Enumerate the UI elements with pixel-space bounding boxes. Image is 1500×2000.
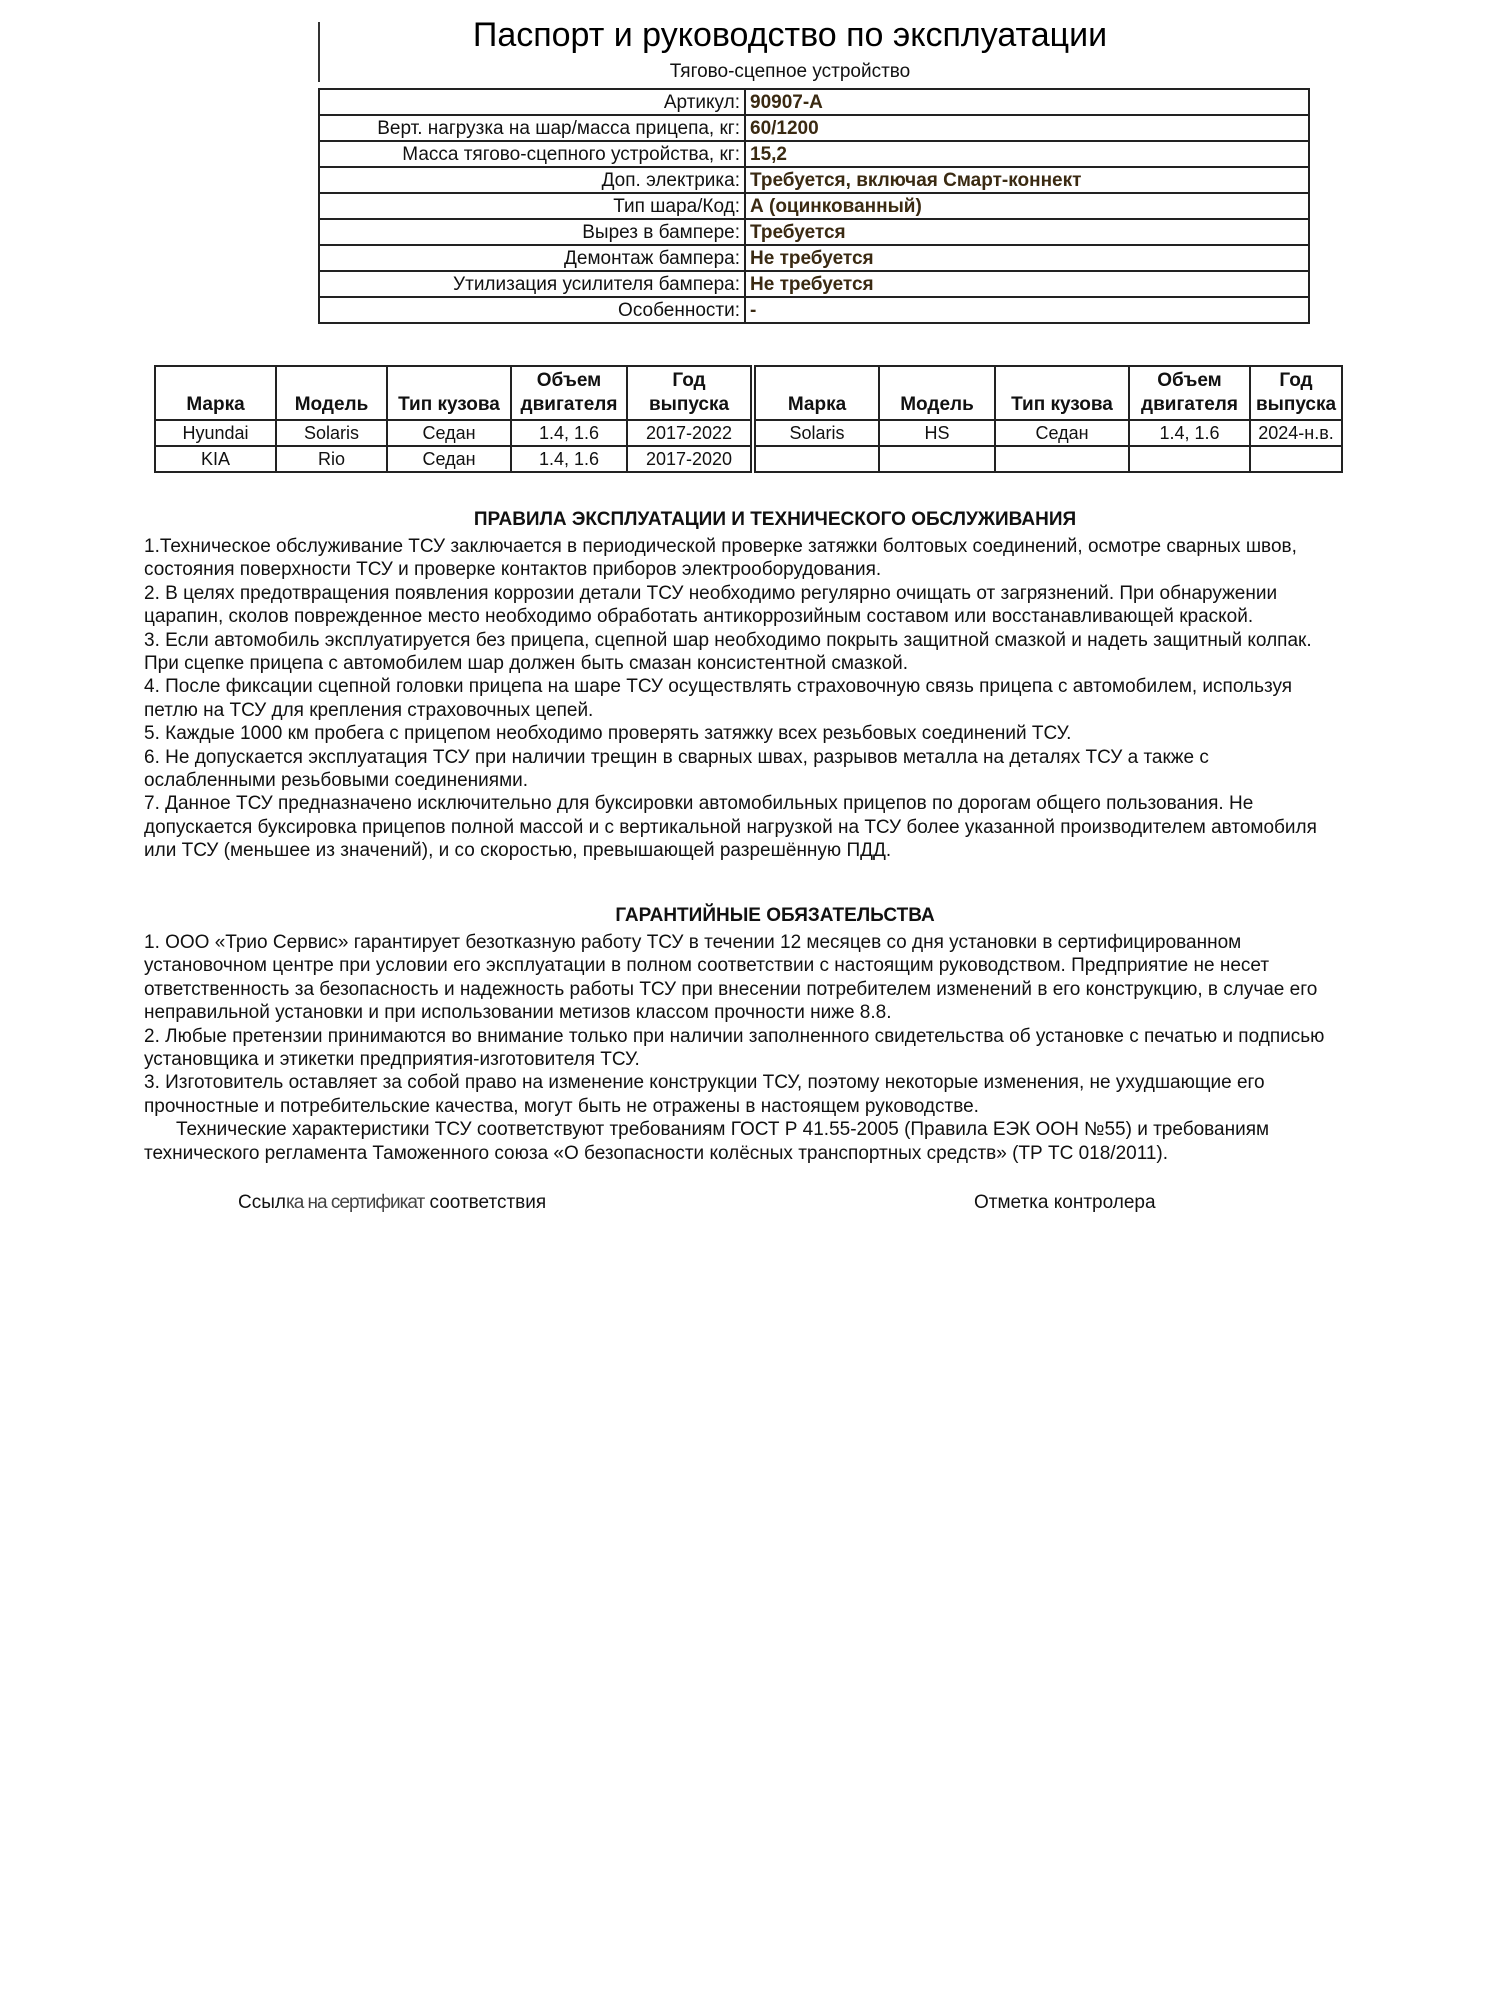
table-row (155, 446, 751, 472)
table-cell: Hyundai (155, 420, 276, 446)
spec-row (319, 297, 1309, 323)
spec-table (318, 88, 1310, 324)
spec-key: Тип шара/Код: (319, 193, 745, 219)
spec-value: - (745, 297, 1309, 323)
footer-left-tail: соответствия (424, 1192, 547, 1213)
rules-item: 7. Данное ТСУ предназначено исключительно для буксировки автомобильных прицепов по дорогам общего пользования. Не допускается буксировка прицепов полной массой и с вертикальной нагрузкой на ТСУ более указанной производителем автомобиля или ТСУ (меньшее из значений), и со скоростью, превышающей разрешённую ПДД. (144, 793, 1317, 862)
table-cell: HS (879, 420, 995, 446)
table-cell: 1.4, 1.6 (1129, 420, 1250, 446)
table-cell: KIA (155, 446, 276, 472)
table-cell (995, 446, 1129, 472)
column-header: Тип кузова (387, 366, 511, 420)
vehicles-table-left (154, 365, 752, 473)
column-header: Объем двигателя (511, 366, 627, 420)
table-cell: Седан (387, 420, 511, 446)
spec-key: Вырез в бампере: (319, 219, 745, 245)
rules-item: 5. Каждые 1000 км пробега с прицепом необходимо проверять затяжку всех резьбовых соединений ТСУ. (144, 723, 1072, 745)
table-cell: Седан (995, 420, 1129, 446)
table-cell (1129, 446, 1250, 472)
column-header: Марка (155, 366, 276, 420)
rules-heading: ПРАВИЛА ЭКСПЛУАТАЦИИ И ТЕХНИЧЕСКОГО ОБСЛУЖИВАНИЯ (473, 509, 1077, 530)
table-header-row (155, 366, 751, 420)
table-cell: Rio (276, 446, 387, 472)
table-row (755, 446, 1342, 472)
rules-item: 1.Техническое обслуживание ТСУ заключается в периодической проверке затяжки болтовых соединений, осмотре сварных швов, состояния поверхности ТСУ и проверке контактов приборов электрооборудования. (144, 536, 1297, 581)
spec-value: 15,2 (745, 141, 1309, 167)
spec-value: А (оцинкованный) (745, 193, 1309, 219)
column-header: Марка (755, 366, 879, 420)
column-header: Объем двигателя (1129, 366, 1250, 420)
warranty-item: 1. ООО «Трио Сервис» гарантирует безотказную работу ТСУ в течении 12 месяцев со дня установки в сертифицированном установочном центре при условии его эксплуатации в полном соответствии с настоящим руководством. Предприятие не несет ответственность за безопасность и надежность работы ТСУ при внесении потребителем изменений в его конструкцию, в случае его неправильной установки и при использовании метизов классом прочности ниже 8.8. (144, 932, 1318, 1024)
spec-value: Не требуется (745, 271, 1309, 297)
spec-key: Демонтаж бампера: (319, 245, 745, 271)
spec-key: Утилизация усилителя бампера: (319, 271, 745, 297)
spec-row (319, 89, 1309, 115)
spec-row (319, 193, 1309, 219)
spec-key: Доп. электрика: (319, 167, 745, 193)
rules-item: 4. После фиксации сцепной головки прицепа на шаре ТСУ осуществлять страховочную связь прицепа с автомобилем, используя петлю на ТСУ для крепления страховочных цепей. (144, 676, 1293, 721)
spec-row (319, 271, 1309, 297)
spec-value: 60/1200 (745, 115, 1309, 141)
inspector-mark-label: Отметка контролера (974, 1192, 1156, 1213)
spec-key: Масса тягово-сцепного устройства, кг: (319, 141, 745, 167)
spec-key: Артикул: (319, 89, 745, 115)
spec-row (319, 141, 1309, 167)
footer-left-text: Ссыл (238, 1192, 286, 1213)
spec-value: Требуется, включая Смарт-коннект (745, 167, 1309, 193)
table-cell: Седан (387, 446, 511, 472)
table-cell: 2017-2022 (627, 420, 751, 446)
spec-value: 90907-А (745, 89, 1309, 115)
table-cell (755, 446, 879, 472)
warranty-item: 2. Любые претензии принимаются во внимание только при наличии заполненного свидетельства об установке с печатью и подписью установщика и этикетки предприятия-изготовителя ТСУ. (144, 1025, 1325, 1071)
table-cell: 1.4, 1.6 (511, 420, 627, 446)
spec-row (319, 167, 1309, 193)
table-header-row (755, 366, 1342, 420)
table-row (755, 420, 1342, 446)
column-header: Модель (276, 366, 387, 420)
warranty-item: 3. Изготовитель оставляет за собой право на изменение конструкции ТСУ, поэтому некоторые изменения, не ухудшающие его прочностные и потребительские качества, могут быть не отражены в настоящем руководстве. (144, 1072, 1265, 1117)
spec-value: Требуется (745, 219, 1309, 245)
warranty-list (144, 931, 1344, 1165)
table-cell (879, 446, 995, 472)
table-cell: 2017-2020 (627, 446, 751, 472)
spec-row (319, 245, 1309, 271)
vehicles-table-right (754, 365, 1343, 473)
column-header: Тип кузова (995, 366, 1129, 420)
table-cell: Solaris (755, 420, 879, 446)
table-cell: Solaris (276, 420, 387, 446)
warranty-heading: ГАРАНТИЙНЫЕ ОБЯЗАТЕЛЬСТВА (615, 905, 935, 926)
rules-list (144, 535, 1344, 863)
document-subtitle: Тягово-сцепное устройство (669, 61, 911, 82)
certificate-link-label (238, 1192, 546, 1214)
spec-key: Особенности: (319, 297, 745, 323)
spec-key: Верт. нагрузка на шар/масса прицепа, кг: (319, 115, 745, 141)
table-cell: 2024-н.в. (1250, 420, 1342, 446)
column-header: Модель (879, 366, 995, 420)
document-title: Паспорт и руководство по эксплуатации (472, 16, 1108, 54)
rules-item: 6. Не допускается эксплуатация ТСУ при наличии трещин в сварных швах, разрывов металла на деталях ТСУ а также с ослабленными резьбовыми соединениями. (144, 746, 1209, 792)
table-cell (1250, 446, 1342, 472)
spec-row (319, 219, 1309, 245)
footer-left-struck: ка на сертификат (285, 1192, 425, 1213)
table-row (155, 420, 751, 446)
spec-row (319, 115, 1309, 141)
column-header: Год выпуска (1250, 366, 1342, 420)
compliance-note: Технические характеристики ТСУ соответствуют требованиям ГОСТ Р 41.55-2005 (Правила ЕЭК ООН №55) и требованиям технического регламента Таможенного союза «О безопасности колёсных транспортных средств» (ТР ТС 018/2011). (144, 1119, 1270, 1164)
table-cell: 1.4, 1.6 (511, 446, 627, 472)
rules-item: 2. В целях предотвращения появления коррозии детали ТСУ необходимо регулярно очищать от загрязнений. При обнаружении царапин, сколов поврежденное место необходимо обработать антикоррозийным составом или восстанавливающей краской. (144, 582, 1278, 628)
spec-value: Не требуется (745, 245, 1309, 271)
column-header: Год выпуска (627, 366, 751, 420)
rules-item: 3. Если автомобиль эксплуатируется без прицепа, сцепной шар необходимо покрыть защитной смазкой и надеть защитный колпак. При сцепке прицепа с автомобилем шар должен быть смазан консистентной смазкой. (144, 629, 1312, 675)
